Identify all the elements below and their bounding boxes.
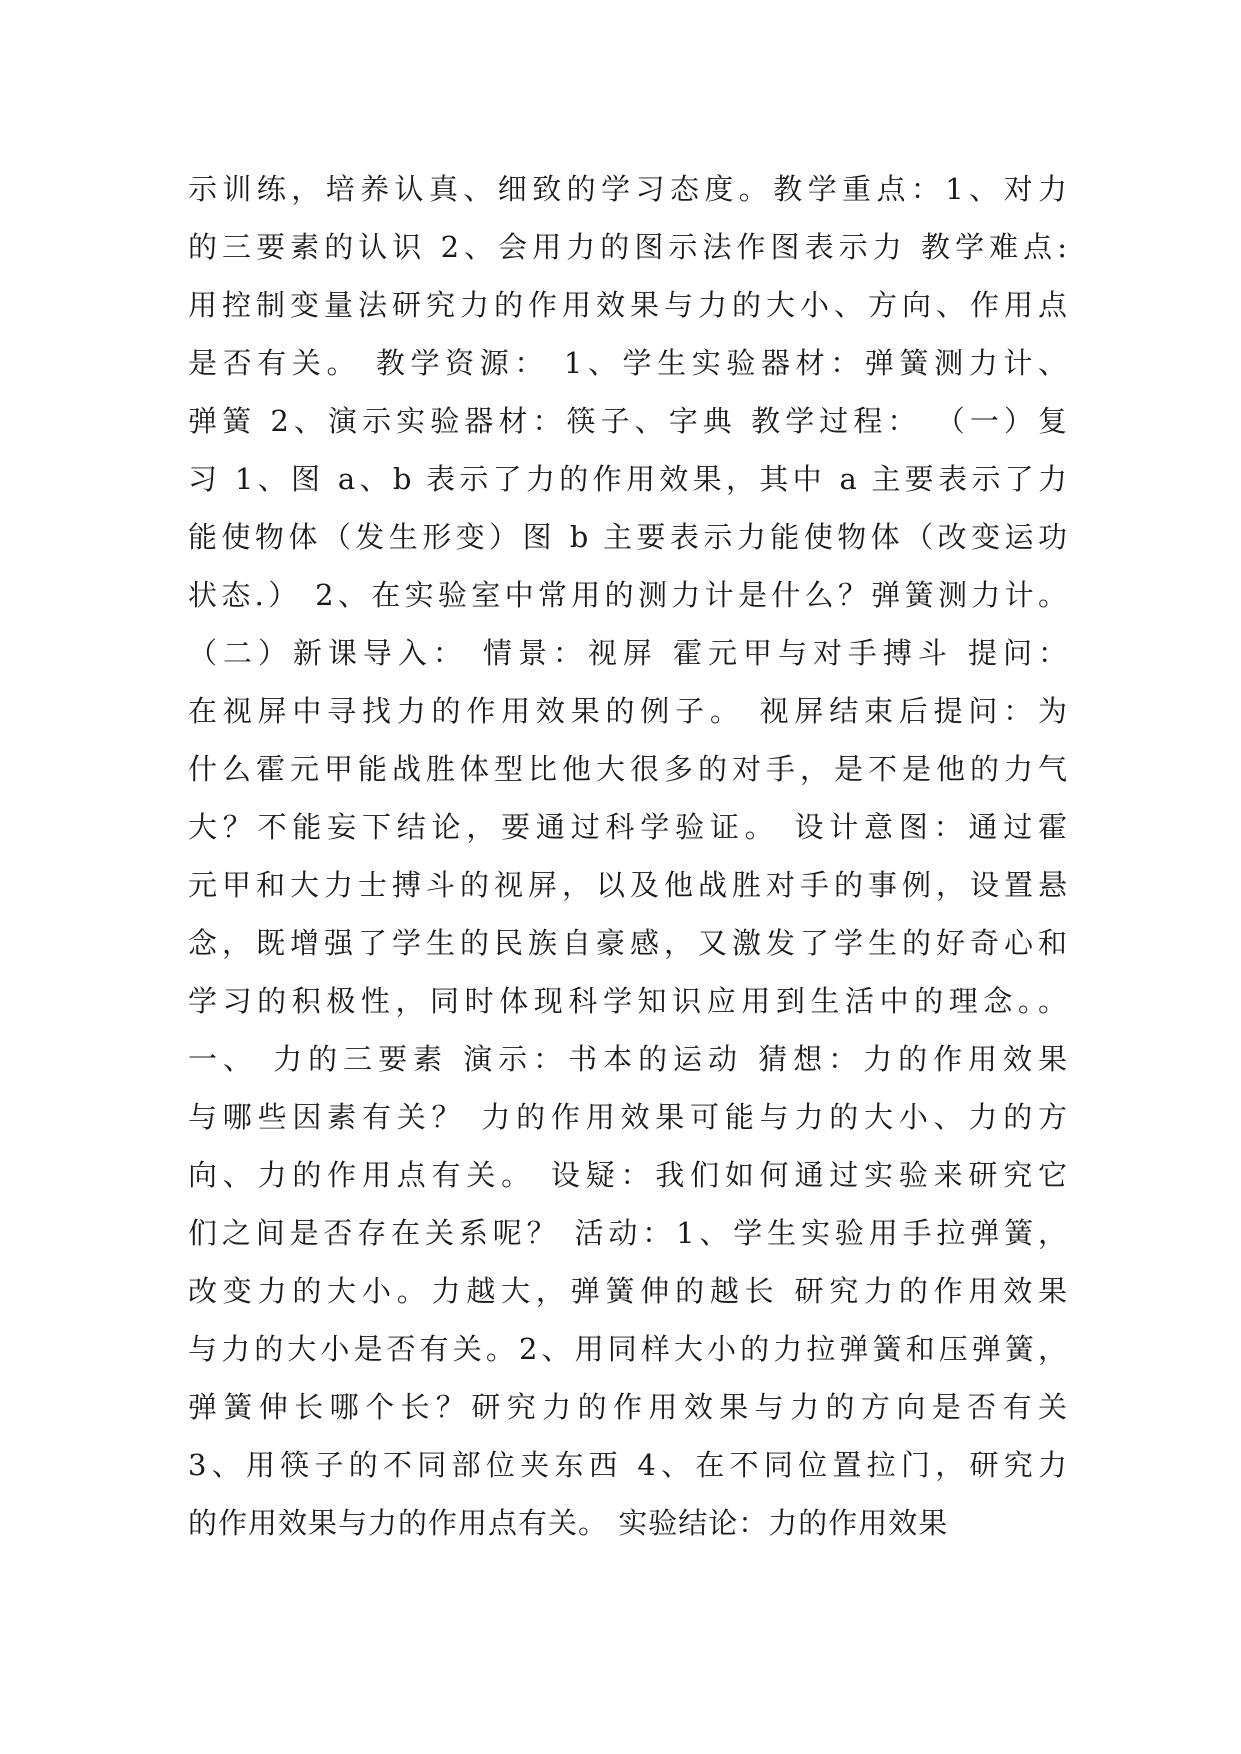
text-line: 用控制变量法研究力的作用效果与力的大小、方向、作用点 <box>188 288 1068 322</box>
text-line: 3、用筷子的不同部位夹东西 4、在不同位置拉门，研究力 <box>188 1448 1068 1482</box>
text-line: 弹簧伸长哪个长？研究力的作用效果与力的方向是否有关 <box>188 1390 1068 1424</box>
text-line: 们之间是否存在关系呢？ 活动：1、学生实验用手拉弹簧， <box>188 1216 1068 1250</box>
text-line: 一、 力的三要素 演示：书本的运动 猜想：力的作用效果 <box>188 1042 1068 1076</box>
text-line: 向、力的作用点有关。 设疑：我们如何通过实验来研究它 <box>188 1158 1068 1192</box>
text-line: 改变力的大小。力越大，弹簧伸的越长 研究力的作用效果 <box>188 1274 1068 1308</box>
text-line: （二）新课导入： 情景：视屏 霍元甲与对手搏斗 提问： <box>188 636 1068 670</box>
text-line: 示训练，培养认真、细致的学习态度。教学重点：1、对力 <box>188 172 1068 206</box>
text-line: 弹簧 2、演示实验器材：筷子、字典 教学过程： （一）复 <box>188 404 1068 438</box>
text-line: 是否有关。 教学资源： 1、学生实验器材：弹簧测力计、 <box>188 346 1068 380</box>
text-line: 在视屏中寻找力的作用效果的例子。 视屏结束后提问：为 <box>188 694 1068 728</box>
text-line: 与力的大小是否有关。2、用同样大小的力拉弹簧和压弹簧， <box>188 1332 1068 1366</box>
text-line: 的作用效果与力的作用点有关。 实验结论：力的作用效果 <box>188 1506 949 1540</box>
text-line: 状态.） 2、在实验室中常用的测力计是什么？弹簧测力计。 <box>188 578 1068 612</box>
text-line: 念，既增强了学生的民族自豪感，又激发了学生的好奇心和 <box>188 926 1068 960</box>
text-line: 元甲和大力士搏斗的视屏，以及他战胜对手的事例，设置悬 <box>188 868 1068 902</box>
text-line: 习 1、图 a、b 表示了力的作用效果，其中 a 主要表示了力 <box>188 462 1068 496</box>
text-line: 与哪些因素有关？ 力的作用效果可能与力的大小、力的方 <box>188 1100 1068 1134</box>
text-line: 的三要素的认识 2、会用力的图示法作图表示力 教学难点: <box>188 230 1068 264</box>
text-line: 学习的积极性，同时体现科学知识应用到生活中的理念。。 <box>188 984 1068 1018</box>
body-text <box>188 160 1068 1552</box>
text-line: 能使物体（发生形变）图 b 主要表示力能使物体（改变运功 <box>188 520 1068 554</box>
text-line: 大？不能妄下结论，要通过科学验证。 设计意图：通过霍 <box>188 810 1068 844</box>
text-line: 什么霍元甲能战胜体型比他大很多的对手，是不是他的力气 <box>188 752 1068 786</box>
